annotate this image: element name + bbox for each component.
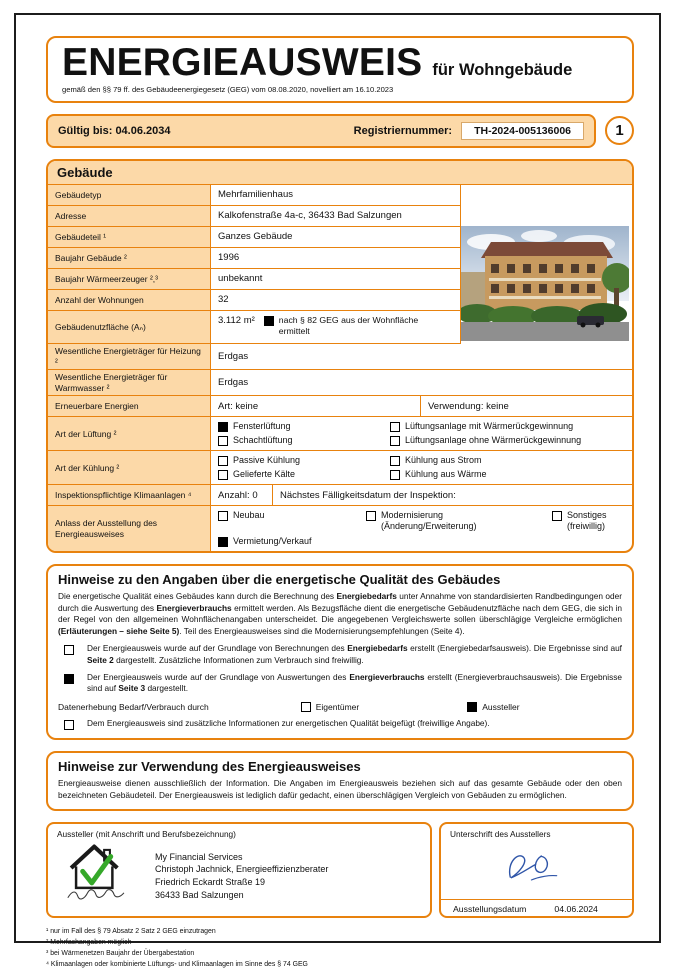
checkbox-icon (390, 470, 400, 480)
field-value-gebaeudeteil: Ganzes Gebäude (211, 227, 461, 248)
field-value-erneuerbare-verwendung: Verwendung: keine (421, 396, 632, 417)
signature-box (439, 822, 634, 918)
field-label-warmwasser: Wesentliche Energieträger für Warmwasser ² (48, 370, 211, 396)
quality-section (46, 564, 634, 740)
option-label: Aussteller (482, 701, 520, 712)
field-label-baujahr-waermeerzeuger: Baujahr Wärmeerzeuger ²,³ (48, 269, 211, 290)
checkbox-icon (218, 511, 228, 521)
issuer-box (46, 822, 432, 918)
field-value-nutzflaeche (211, 311, 461, 344)
checkbox-icon (467, 702, 477, 712)
checkbox-icon (64, 720, 74, 730)
field-label-gebaeudetyp: Gebäudetyp (48, 185, 211, 206)
field-value-heizung: Erdgas (211, 344, 632, 370)
option-label: Passive Kühlung (233, 455, 301, 466)
checkbox-option-aussteller (467, 701, 519, 712)
issue-date-row (441, 899, 632, 916)
checkbox-icon (218, 436, 228, 446)
nutzflaeche-note: nach § 82 GEG aus der Wohnfläche ermittelt (278, 314, 419, 336)
field-label-heizung: Wesentliche Energieträger für Heizung ² (48, 344, 211, 370)
checkbox-icon (390, 422, 400, 432)
checkbox-option-schachtlueftung (218, 435, 390, 446)
document-title: ENERGIEAUSWEIS (62, 41, 423, 84)
nutzflaeche-value: 3.112 m² (218, 314, 255, 326)
page-number-badge: 1 (605, 116, 634, 145)
checkbox-icon (64, 674, 74, 684)
field-label-anlass: Anlass der Ausstellung des Energieausweises (48, 506, 211, 551)
option-label: Gelieferte Kälte (233, 469, 296, 480)
option-label: Eigentümer (315, 701, 360, 712)
header (46, 36, 634, 103)
issuer-row (46, 822, 634, 918)
checkbox-option-vermietung-verkauf (218, 536, 366, 547)
footnote: ³ bei Wärmenetzen Baujahr der Übergabestation (46, 949, 195, 957)
signature-label: Unterschrift des Ausstellers (450, 829, 551, 840)
checkbox-option-neubau (218, 510, 366, 532)
issuer-line: Christoph Jachnick, Energieeffizienzberater (155, 864, 329, 875)
checkbox-icon (218, 422, 228, 432)
field-value-baujahr-gebaeude: 1996 (211, 248, 461, 269)
field-value-erneuerbare-art: Art: keine (211, 396, 421, 417)
checkbox-option-zusatzinfo (58, 718, 622, 730)
table-row (48, 451, 632, 485)
checkbox-icon (552, 511, 562, 521)
field-value-anlass (211, 506, 632, 551)
registry-group (354, 122, 584, 140)
issuer-logo-house-check-icon (61, 840, 139, 911)
option-label: Lüftungsanlage mit Wärmerückgewinnung (405, 421, 574, 432)
checkbox-option-modernisierung (366, 510, 552, 532)
option-label: Kühlung aus Strom (405, 455, 482, 466)
table-row (48, 370, 632, 396)
field-label-lueftung: Art der Lüftung ² (48, 417, 211, 451)
option-label: Fensterlüftung (233, 421, 291, 432)
usage-text: Energieausweise dienen ausschließlich der Information. Die Angaben im Energieausweis beziehen sich auf das gesamte Gebäude oder den oben bezeichneten Gebäudeteil. Der Energieausweis ist lediglich dafür gedacht, einen überschlägigen Vergleich von Gebäuden zu ermöglichen. (58, 778, 622, 800)
checkbox-option-eigentuemer (301, 701, 359, 712)
usage-section (46, 751, 634, 811)
checkbox-icon (218, 470, 228, 480)
footnotes (46, 927, 634, 970)
checkbox-icon (390, 456, 400, 466)
quality-section-title: Hinweise zu den Angaben über die energetische Qualität des Gebäudes (58, 572, 501, 588)
registry-label: Registriernummer: (353, 124, 453, 137)
issue-date-value: 04.06.2024 (554, 904, 598, 915)
issuer-line: My Financial Services (155, 851, 243, 862)
table-row (48, 396, 632, 417)
issuer-address (155, 851, 328, 901)
certificate-page (46, 36, 634, 970)
nutzflaeche-checkbox-option (264, 315, 432, 337)
checkbox-icon (366, 511, 376, 521)
data-collection-line (58, 701, 622, 712)
footnote: ¹ nur im Fall des § 79 Absatz 2 Satz 2 GEG einzutragen (46, 928, 216, 936)
document-subtitle: für Wohngebäude (432, 61, 573, 79)
valid-until-label: Gültig bis: 04.06.2034 (58, 124, 171, 137)
checkbox-option-fensterlueftung (218, 421, 390, 432)
building-section (46, 159, 634, 553)
checkbox-icon (64, 645, 74, 655)
option-label: Schachtlüftung (233, 435, 293, 446)
checkbox-option-lueftungsanlage-ohne-wrg (390, 435, 625, 446)
checkbox-icon (218, 537, 228, 547)
issue-date-label: Ausstellungsdatum (453, 904, 527, 915)
option-label: Vermietung/Verkauf (233, 536, 312, 547)
building-photo-graphic (461, 226, 629, 341)
table-row (48, 485, 632, 506)
field-value-gebaeudetyp: Mehrfamilienhaus (211, 185, 461, 206)
field-value-adresse: Kalkofenstraße 4a-c, 36433 Bad Salzungen (211, 206, 461, 227)
field-label-nutzflaeche: Gebäudenutzfläche (Aₙ) (48, 311, 211, 344)
checkbox-option-gelieferte-kaelte (218, 469, 390, 480)
field-value-klima-faelligkeit: Nächstes Fälligkeitsdatum der Inspektion: (273, 485, 632, 506)
checkbox-icon (301, 702, 311, 712)
issuer-line: 36433 Bad Salzungen (155, 889, 244, 900)
usage-section-title: Hinweise zur Verwendung des Energieausweises (58, 759, 361, 775)
option-label: Modernisierung (Änderung/Erweiterung) (381, 510, 477, 532)
table-row (48, 206, 632, 227)
table-row (48, 417, 632, 451)
field-label-baujahr-gebaeude: Baujahr Gebäude ² (48, 248, 211, 269)
option-label: Lüftungsanlage ohne Wärmerückgewinnung (405, 435, 582, 446)
option-label: Sonstiges (freiwillig) (567, 510, 607, 532)
footnote: ² Mehrfachangaben möglich (46, 939, 132, 947)
validity-row (46, 114, 634, 148)
table-row (48, 185, 632, 206)
option-label: Neubau (233, 510, 265, 521)
signature-graphic (450, 839, 623, 897)
field-label-kuehlung: Art der Kühlung ² (48, 451, 211, 485)
building-photo (461, 226, 629, 341)
field-label-adresse: Adresse (48, 206, 211, 227)
checkbox-icon (264, 316, 274, 326)
checkbox-option-sonstiges (552, 510, 625, 532)
field-label-klimaanlagen: Inspektionspflichtige Klimaanlagen ⁴ (48, 485, 211, 506)
building-section-title: Gebäude (48, 161, 632, 185)
field-value-klima-anzahl: Anzahl: 0 (211, 485, 273, 506)
field-value-kuehlung (211, 451, 632, 485)
quality-intro: Die energetische Qualität eines Gebäudes kann durch die Berechnung des Energiebedarfs unter Annahme von standardisierten Randbedingungen oder durch die Auswertung des Energieverbrauchs ermittelt werden. Als Bezugsfläche dient die energetische Gebäudenutzfläche nach dem GEG, die sich in der Regel von den allgemeinen Wohnflächenangaben unterscheidet. Die angegebenen Vergleichswerte sollen überschlägige Vergleiche ermöglichen (Erläuterungen – siehe Seite 5). Teil des Energieausweises sind die Modernisierungsempfehlungen (Seite 4). (58, 591, 623, 636)
checkbox-icon (390, 436, 400, 446)
checkbox-option-verbrauchsausweis (58, 672, 622, 694)
checkbox-option-passive-kuehlung (218, 455, 390, 466)
table-row (48, 506, 632, 551)
footnote: ⁴ Klimaanlagen oder kombinierte Lüftungs- und Klimaanlagen im Sinne des § 74 GEG (46, 960, 308, 968)
option-text: Der Energieausweis wurde auf der Grundlage von Berechnungen des Energiebedarfs erstellt (Energiebedarfsausweis). Die Ergebnisse sind auf Seite 2 dargestellt. Zusätzliche Informationen zum Verbrauch sind freiwillig. (87, 643, 622, 665)
validity-bar (46, 114, 596, 148)
law-note: gemäß den §§ 79 ff. des Gebäudeenergiegesetz (GEG) vom 08.08.2020, novelliert am 16.10.2023 (62, 84, 394, 94)
data-collection-label: Datenerhebung Bedarf/Verbrauch durch (58, 701, 209, 712)
issuer-line: Friedrich Eckardt Straße 19 (155, 876, 266, 887)
field-value-lueftung (211, 417, 632, 451)
checkbox-option-kuehlung-strom (390, 455, 625, 466)
field-value-anzahl-wohnungen: 32 (211, 290, 461, 311)
field-label-erneuerbare: Erneuerbare Energien (48, 396, 211, 417)
field-label-gebaeudeteil: Gebäudeteil ¹ (48, 227, 211, 248)
table-row (48, 344, 632, 370)
checkbox-option-lueftungsanlage-mit-wrg (390, 421, 625, 432)
checkbox-option-kuehlung-waerme (390, 469, 625, 480)
issuer-label: Aussteller (mit Anschrift und Berufsbezeichnung) (57, 829, 236, 840)
registry-number-box: TH-2024-005136006 (461, 122, 584, 140)
checkbox-icon (218, 456, 228, 466)
field-value-warmwasser: Erdgas (211, 370, 632, 396)
checkbox-option-bedarfsausweis (58, 643, 622, 665)
option-text: Dem Energieausweis sind zusätzliche Informationen zur energetischen Qualität beigefügt (freiwillige Angabe). (87, 718, 490, 729)
option-label: Kühlung aus Wärme (405, 469, 487, 480)
field-label-anzahl-wohnungen: Anzahl der Wohnungen (48, 290, 211, 311)
field-value-baujahr-waermeerzeuger: unbekannt (211, 269, 461, 290)
option-text: Der Energieausweis wurde auf der Grundlage von Auswertungen des Energieverbrauchs erstellt (Energieverbrauchsausweis). Die Ergebnisse sind auf Seite 3 dargestellt. (87, 671, 622, 694)
